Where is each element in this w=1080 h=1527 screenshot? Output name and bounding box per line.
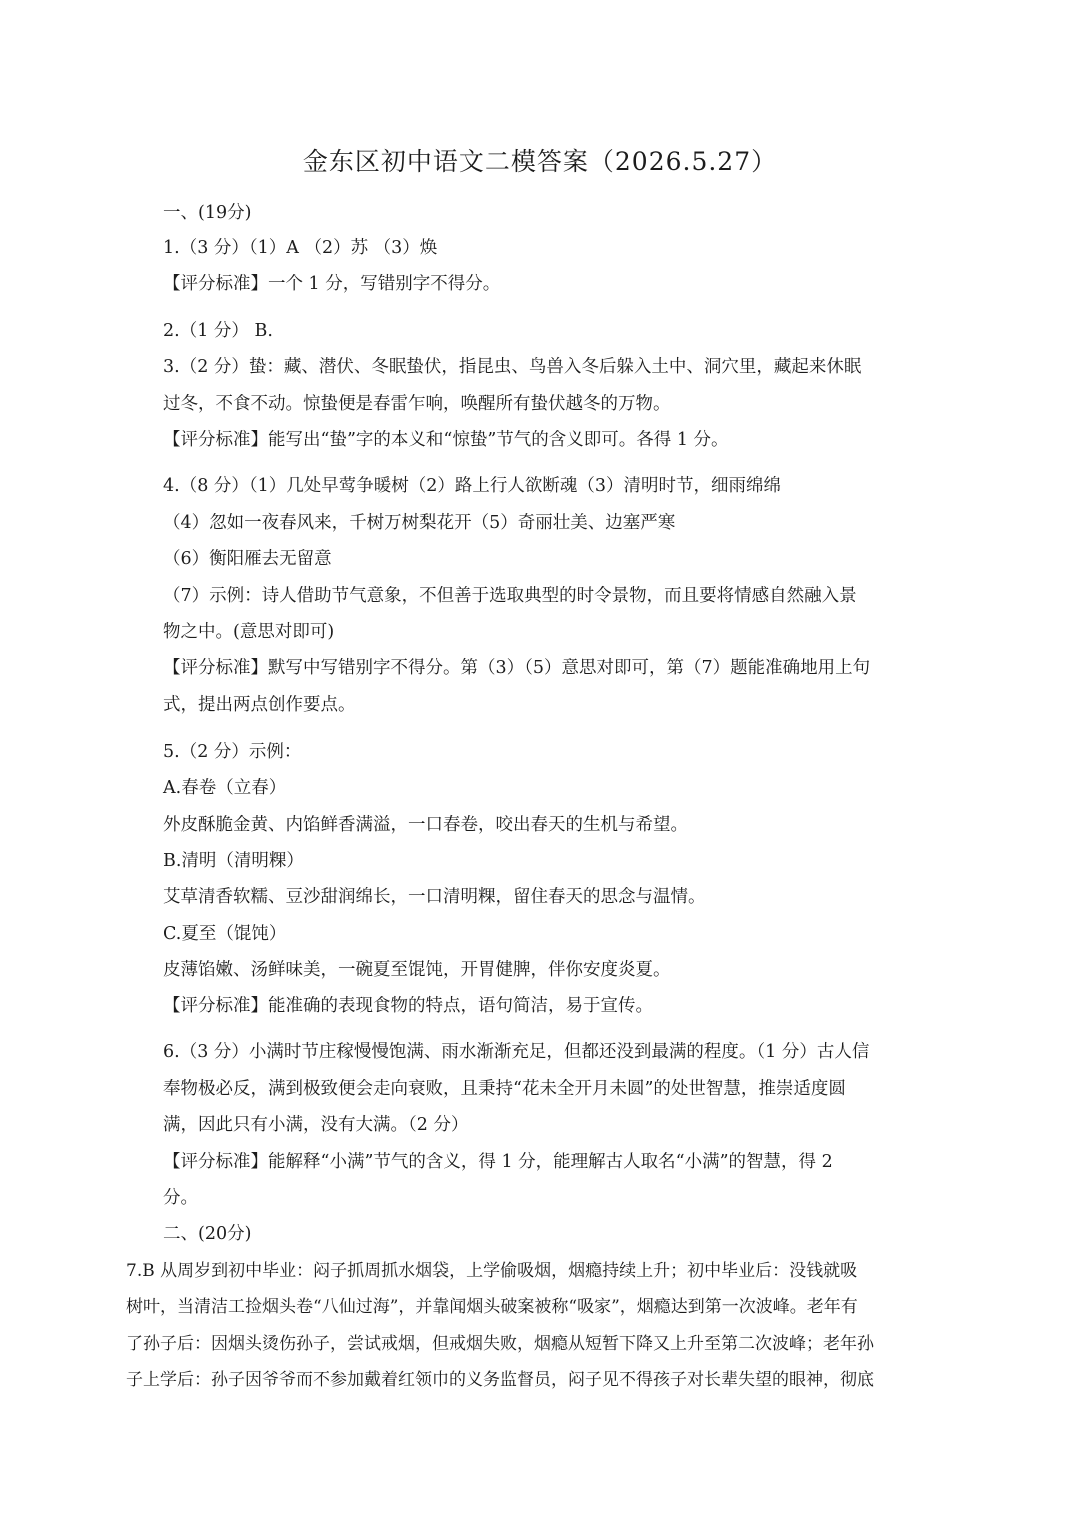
answer-line: 树叶，当清洁工捡烟头卷“八仙过海”，并靠闻烟头破案被称“吸家”，烟瘾达到第一次波峰。老年有 bbox=[126, 1297, 858, 1317]
scoring-standard: 【评分标准】能解释“小满”节气的含义，得 1 分，能理解古人取名“小满”的智慧，得 2 bbox=[163, 1152, 833, 1172]
answer-line: 6.（3 分）小满时节庄稼慢慢饱满、雨水渐渐充足，但都还没到最满的程度。（1 分）古人信 bbox=[163, 1042, 870, 1062]
answer-line: 奉物极必反，满到极致便会走向衰败，且秉持“花未全开月未圆”的处世智慧，推崇适度圆 bbox=[163, 1079, 846, 1099]
section-heading-2: 二、(20分) bbox=[163, 1224, 252, 1244]
answer-line: 物之中。(意思对即可) bbox=[163, 622, 335, 642]
answer-line: （6）衡阳雁去无留意 bbox=[163, 549, 332, 569]
page-title: 金东区初中语文二模答案（2026.5.27） bbox=[302, 147, 778, 176]
answer-line: 过冬，不食不动。惊蛰便是春雷乍响，唤醒所有蛰伏越冬的万物。 bbox=[163, 394, 671, 414]
answer-line: 满，因此只有小满，没有大满。（2 分） bbox=[163, 1115, 469, 1135]
answer-line: C.夏至（馄饨） bbox=[163, 924, 287, 944]
answer-line: （4）忽如一夜春风来，千树万树梨花开（5）奇丽壮美、边塞严寒 bbox=[163, 513, 676, 533]
answer-line: 7.B 从周岁到初中毕业：闷子抓周抓水烟袋，上学偷吸烟，烟瘾持续上升；初中毕业后：没钱就吸 bbox=[126, 1261, 858, 1281]
answer-line: 子上学后：孙子因爷爷而不参加戴着红领巾的义务监督员，闷子见不得孩子对长辈失望的眼神，彻底 bbox=[126, 1370, 874, 1390]
scoring-standard: 【评分标准】能准确的表现食物的特点，语句简洁，易于宣传。 bbox=[163, 996, 653, 1016]
scoring-standard: 式，提出两点创作要点。 bbox=[163, 695, 356, 715]
scoring-standard: 分。 bbox=[163, 1188, 198, 1208]
answer-line: 艾草清香软糯、豆沙甜润绵长，一口清明粿，留住春天的思念与温情。 bbox=[163, 887, 706, 907]
answer-line: 1.（3 分）（1）A （2）苏 （3）焕 bbox=[163, 238, 438, 258]
section-heading-1: 一、(19分) bbox=[163, 203, 252, 223]
answer-line: 3.（2 分）蛰：藏、潜伏、冬眠蛰伏，指昆虫、鸟兽入冬后躲入土中、洞穴里，藏起来休眠 bbox=[163, 357, 862, 377]
answer-line: 皮薄馅嫩、汤鲜味美，一碗夏至馄饨，开胃健脾，伴你安度炎夏。 bbox=[163, 960, 671, 980]
scoring-standard: 【评分标准】一个 1 分，写错别字不得分。 bbox=[163, 274, 501, 294]
answer-line: 了孙子后：因烟头烫伤孙子，尝试戒烟，但戒烟失败，烟瘾从短暂下降又上升至第二次波峰；老年孙 bbox=[126, 1334, 874, 1354]
answer-line: 4.（8 分）（1）几处早莺争暖树（2）路上行人欲断魂（3）清明时节，细雨绵绵 bbox=[163, 476, 782, 496]
answer-line: A.春卷（立春） bbox=[163, 778, 287, 798]
answer-line: 2.（1 分） B. bbox=[163, 321, 273, 341]
answer-line: 5.（2 分）示例： bbox=[163, 742, 302, 762]
answer-line: 外皮酥脆金黄、内馅鲜香满溢，一口春卷，咬出春天的生机与希望。 bbox=[163, 815, 688, 835]
answer-line: （7）示例：诗人借助节气意象，不但善于选取典型的时令景物，而且要将情感自然融入景 bbox=[163, 586, 857, 606]
scoring-standard: 【评分标准】默写中写错别字不得分。第（3）（5）意思对即可，第（7）题能准确地用上句 bbox=[163, 658, 871, 678]
scoring-standard: 【评分标准】能写出“蛰”字的本义和“惊蛰”节气的含义即可。各得 1 分。 bbox=[163, 430, 729, 450]
answer-line: B.清明（清明粿） bbox=[163, 851, 304, 871]
